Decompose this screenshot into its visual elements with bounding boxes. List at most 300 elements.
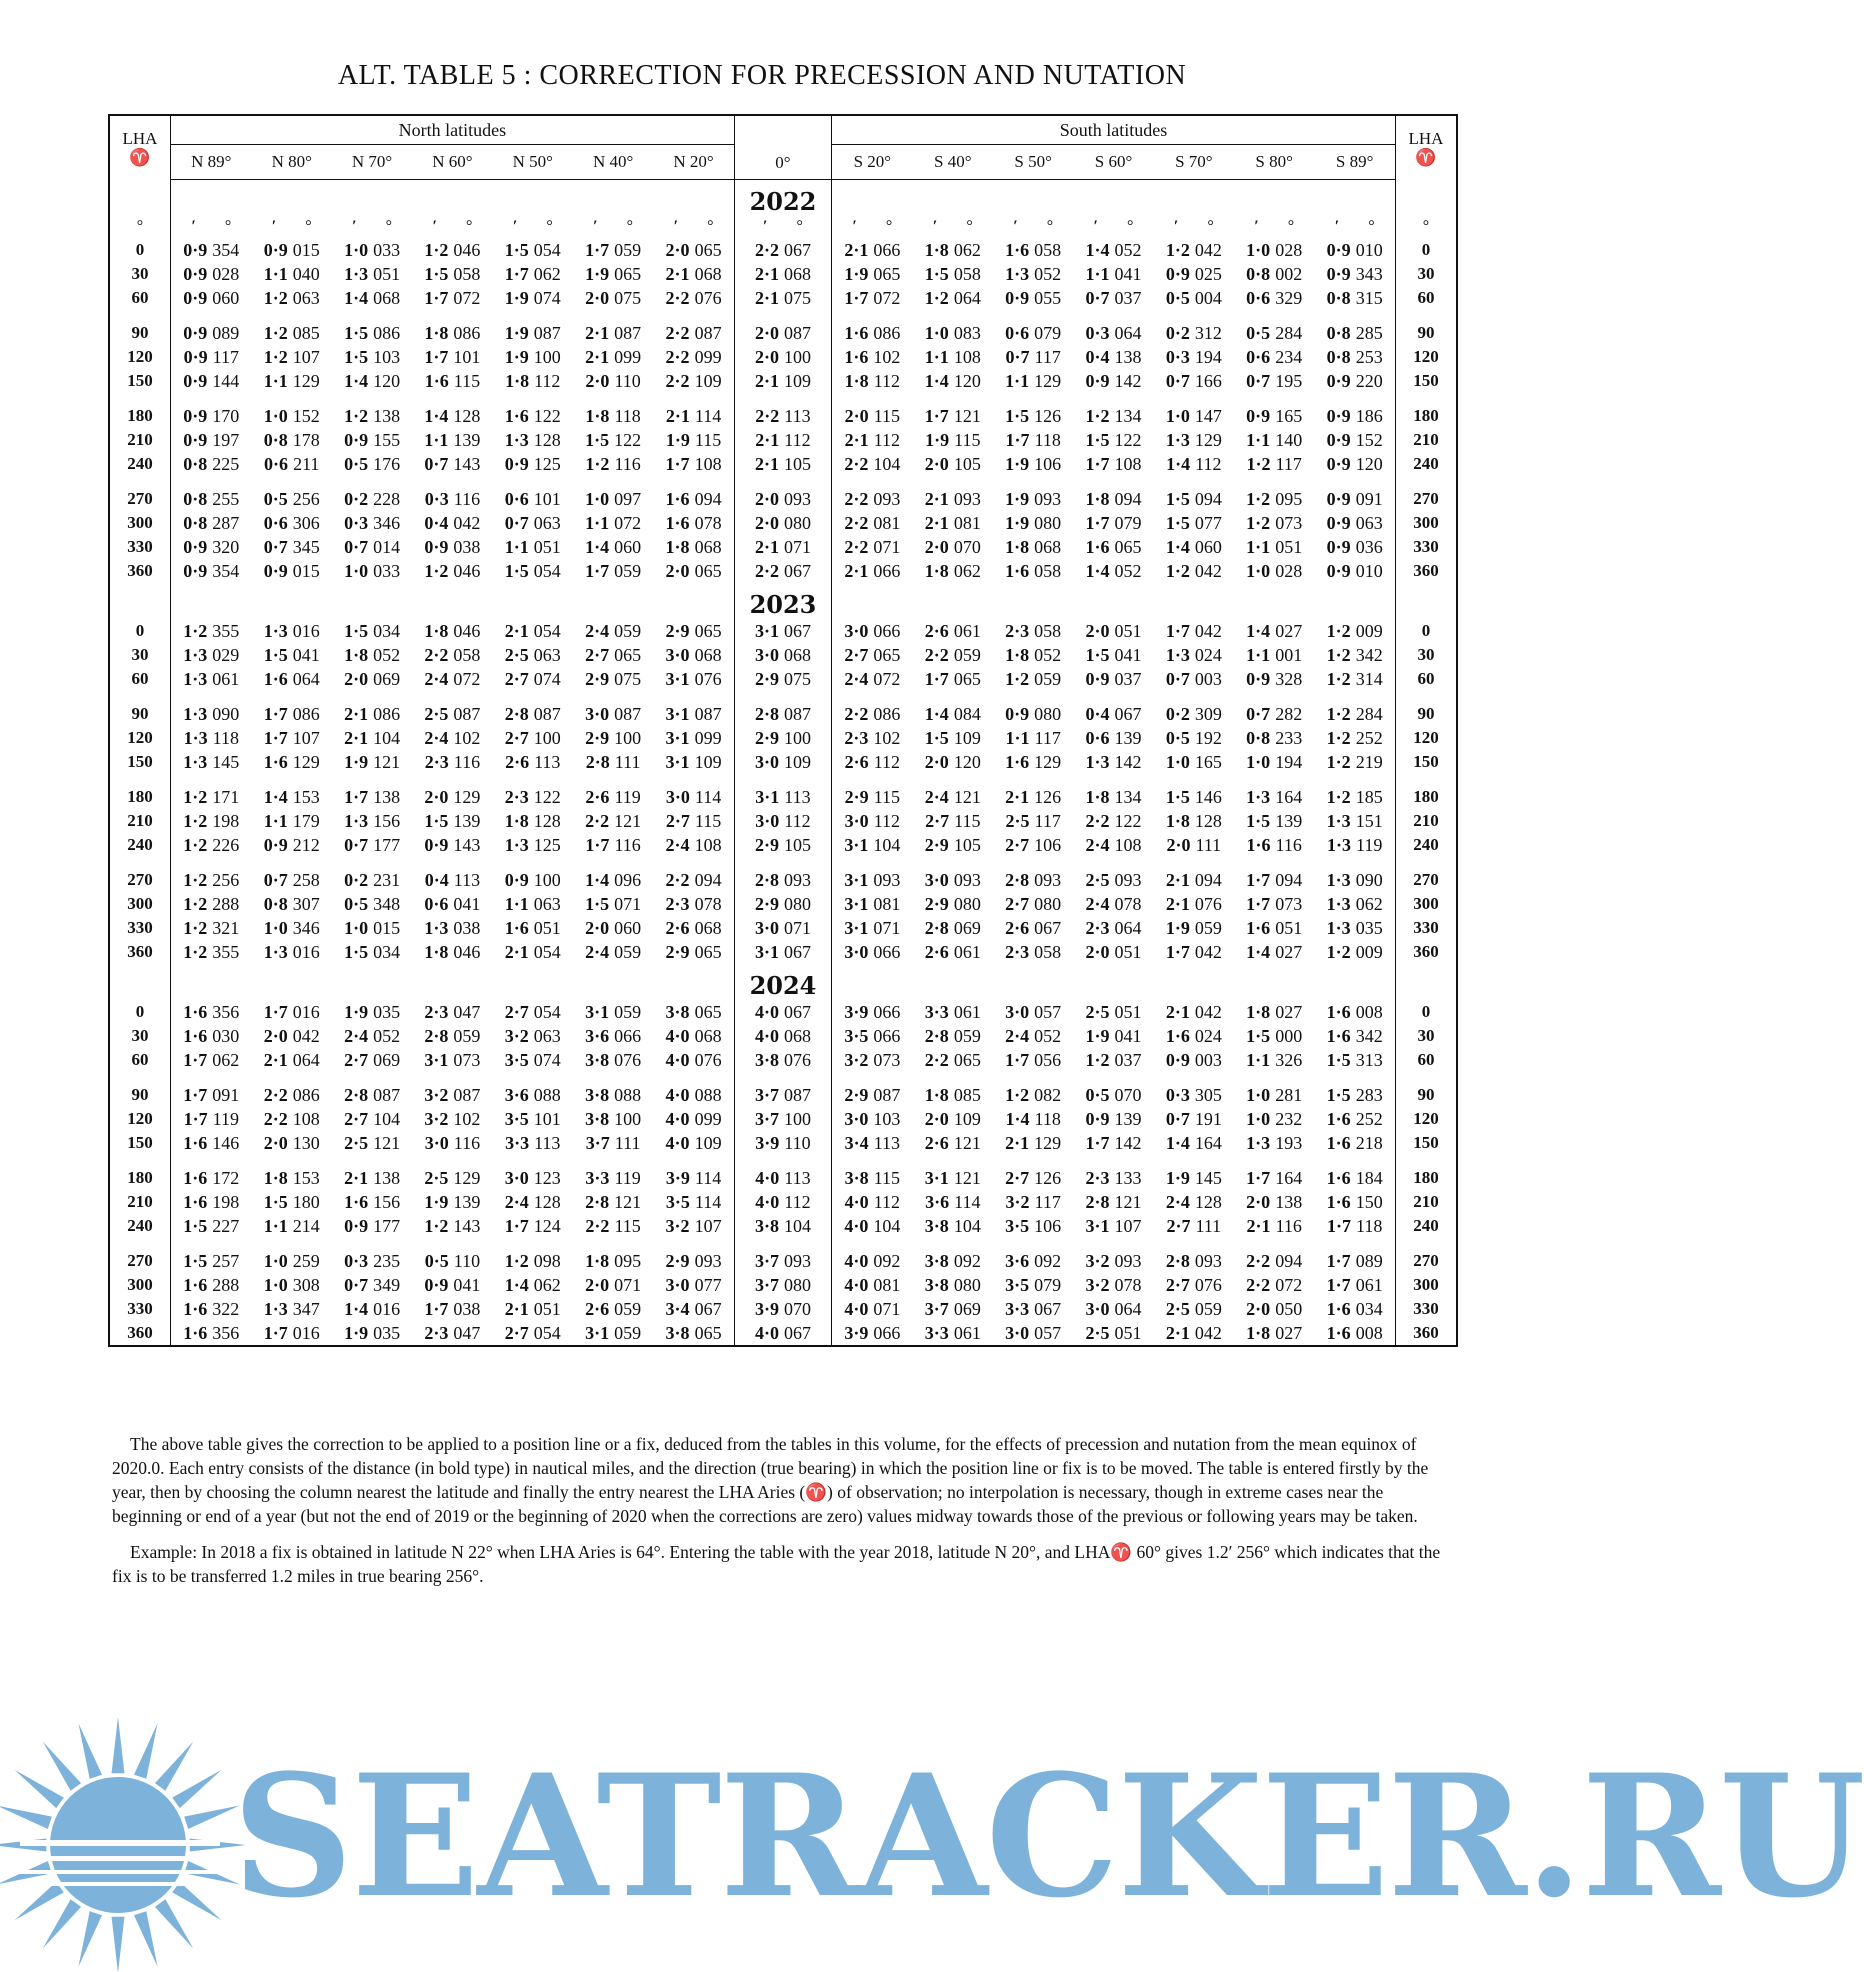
correction-cell <box>412 1131 492 1155</box>
bearing-value: 143 <box>453 834 481 855</box>
lha-header-label: LHA <box>1408 128 1444 148</box>
bearing-value: 178 <box>292 429 320 450</box>
correction-cell <box>1154 452 1234 476</box>
distance-value: 2·7 <box>925 810 950 831</box>
distance-value: 1·3 <box>1246 1132 1271 1153</box>
distance-value: 1·4 <box>263 786 288 807</box>
gap-cell <box>109 1155 171 1166</box>
bearing-value: 085 <box>953 1084 981 1105</box>
gap-cell <box>573 691 653 702</box>
bearing-value: 028 <box>212 263 240 284</box>
bearing-value: 008 <box>1355 1322 1383 1343</box>
correction-cell <box>332 404 412 428</box>
distance-value: 0·6 <box>504 488 529 509</box>
distance-value: 2·4 <box>344 1025 369 1046</box>
bearing-value: 051 <box>533 917 561 938</box>
gap-cell <box>1073 1238 1153 1249</box>
correction-cell <box>832 238 913 262</box>
bearing-value: 061 <box>953 620 981 641</box>
correction-cell <box>832 535 913 559</box>
correction-cell <box>653 238 734 262</box>
correction-cell <box>653 345 734 369</box>
correction-cell <box>653 1297 734 1321</box>
correction-cell <box>653 619 734 643</box>
spacer <box>493 964 573 1000</box>
unit-bearing: ° <box>966 218 973 235</box>
correction-cell <box>913 345 993 369</box>
distance-value: 1·5 <box>924 263 949 284</box>
correction-cell <box>1314 1048 1395 1072</box>
distance-value: 1·2 <box>183 941 208 962</box>
distance-value: 1·5 <box>344 620 369 641</box>
bearing-value: 117 <box>1275 453 1302 474</box>
correction-cell <box>573 404 653 428</box>
correction-cell <box>653 535 734 559</box>
distance-value: 0·9 <box>1085 668 1110 689</box>
correction-cell <box>332 262 412 286</box>
correction-cell <box>332 726 412 750</box>
unit-bearing: ° <box>546 218 553 235</box>
bearing-value: 059 <box>614 620 642 641</box>
correction-cell <box>734 345 831 369</box>
bearing-value: 087 <box>783 703 811 724</box>
correction-cell <box>573 619 653 643</box>
bearing-value: 118 <box>1034 1108 1061 1129</box>
lha-value: 330 <box>109 916 171 940</box>
bearing-value: 065 <box>694 941 722 962</box>
correction-cell <box>493 1214 573 1238</box>
bearing-value: 103 <box>373 346 401 367</box>
bearing-value: 073 <box>453 1049 481 1070</box>
table-row <box>109 262 1457 286</box>
correction-cell <box>573 1107 653 1131</box>
distance-value: 2·8 <box>585 751 610 772</box>
distance-value: 3·4 <box>665 1298 690 1319</box>
bearing-value: 129 <box>1034 751 1062 772</box>
bearing-value: 076 <box>614 1049 642 1070</box>
unit-cell <box>734 216 831 238</box>
distance-value: 1·9 <box>1165 1167 1190 1188</box>
correction-cell <box>493 428 573 452</box>
distance-value: 2·2 <box>924 1049 949 1070</box>
distance-value: 0·9 <box>424 1274 449 1295</box>
unit-cell <box>1314 216 1395 238</box>
bearing-value: 092 <box>1034 1250 1062 1271</box>
bearing-value: 256 <box>212 869 240 890</box>
gap-cell <box>734 476 831 487</box>
bearing-value: 112 <box>784 810 811 831</box>
lha-spacer <box>1396 583 1458 619</box>
correction-cell <box>1234 428 1314 452</box>
gap-cell <box>1314 691 1395 702</box>
correction-cell <box>573 1048 653 1072</box>
bearing-value: 038 <box>453 1298 481 1319</box>
gap-cell <box>252 1155 332 1166</box>
correction-cell <box>734 619 831 643</box>
bearing-value: 065 <box>614 263 642 284</box>
bearing-value: 145 <box>1194 1167 1222 1188</box>
distance-value: 2·7 <box>344 1049 369 1070</box>
distance-value: 2·9 <box>585 727 610 748</box>
bearing-value: 104 <box>873 834 901 855</box>
correction-cell <box>913 1297 993 1321</box>
sun-ray <box>112 1717 125 1773</box>
correction-cell <box>412 1048 492 1072</box>
distance-value: 3·9 <box>665 1167 690 1188</box>
distance-value: 2·8 <box>1005 869 1030 890</box>
correction-cell <box>171 286 252 310</box>
correction-cell <box>1234 940 1314 964</box>
distance-value: 2·0 <box>924 751 949 772</box>
bearing-value: 065 <box>614 644 642 665</box>
bearing-value: 060 <box>614 917 642 938</box>
correction-cell <box>252 369 332 393</box>
correction-cell <box>1314 750 1395 774</box>
bearing-value: 057 <box>1034 1001 1062 1022</box>
bearing-value: 068 <box>694 1025 722 1046</box>
bearing-value: 112 <box>873 1191 901 1212</box>
distance-value: 1·6 <box>424 370 449 391</box>
bearing-value: 059 <box>953 1025 981 1046</box>
bearing-value: 140 <box>1275 429 1303 450</box>
distance-value: 2·4 <box>585 941 610 962</box>
bearing-value: 107 <box>292 346 320 367</box>
distance-value: 1·9 <box>844 263 869 284</box>
correction-cell <box>332 559 412 583</box>
distance-value: 3·1 <box>844 893 869 914</box>
correction-cell <box>1073 726 1153 750</box>
correction-cell <box>1154 643 1234 667</box>
correction-cell <box>332 892 412 916</box>
distance-value: 2·7 <box>665 810 690 831</box>
correction-cell <box>832 286 913 310</box>
bearing-value: 060 <box>614 536 642 557</box>
gap-cell <box>832 1155 913 1166</box>
bearing-value: 288 <box>212 1274 240 1295</box>
correction-cell <box>913 1024 993 1048</box>
bearing-value: 059 <box>614 1001 642 1022</box>
correction-cell <box>993 369 1073 393</box>
distance-value: 3·9 <box>755 1132 780 1153</box>
distance-value: 2·2 <box>844 703 869 724</box>
correction-cell <box>993 892 1073 916</box>
correction-table <box>108 114 1458 1347</box>
bearing-value: 128 <box>1194 810 1222 831</box>
correction-cell <box>171 404 252 428</box>
lha-value: 210 <box>1413 1192 1439 1211</box>
distance-value: 2·8 <box>754 703 779 724</box>
distance-value: 1·7 <box>924 668 949 689</box>
correction-cell <box>573 321 653 345</box>
sun-ray <box>134 1911 158 1967</box>
correction-cell <box>573 345 653 369</box>
distance-value: 1·3 <box>263 620 288 641</box>
distance-value: 1·2 <box>1326 703 1351 724</box>
correction-cell <box>332 1107 412 1131</box>
distance-value: 0·6 <box>1246 287 1271 308</box>
correction-cell <box>734 785 831 809</box>
correction-cell <box>171 833 252 857</box>
unit-distance: ′ <box>763 218 768 235</box>
bearing-value: 067 <box>783 560 811 581</box>
distance-value: 0·7 <box>344 834 369 855</box>
bearing-value: 093 <box>953 488 981 509</box>
correction-cell <box>913 1249 993 1273</box>
gap-cell <box>573 774 653 785</box>
correction-cell <box>412 833 492 857</box>
distance-value: 3·1 <box>844 869 869 890</box>
distance-value: 1·5 <box>924 727 949 748</box>
distance-value: 1·9 <box>344 1001 369 1022</box>
distance-value: 0·9 <box>504 869 529 890</box>
distance-value: 1·8 <box>924 560 949 581</box>
bearing-value: 143 <box>453 453 481 474</box>
distance-value: 1·9 <box>1005 512 1030 533</box>
correction-cell <box>1154 785 1234 809</box>
distance-value: 3·0 <box>754 917 779 938</box>
gap-cell <box>1396 393 1458 404</box>
bearing-value: 107 <box>292 727 320 748</box>
correction-cell <box>1234 785 1314 809</box>
year-label: 2024 <box>734 964 831 1000</box>
bearing-value: 069 <box>953 917 981 938</box>
correction-cell <box>1154 726 1234 750</box>
bearing-value: 119 <box>614 1167 641 1188</box>
bearing-value: 078 <box>694 512 722 533</box>
distance-value: 2·6 <box>924 941 949 962</box>
bearing-value: 082 <box>1034 1084 1062 1105</box>
bearing-value: 134 <box>1114 786 1142 807</box>
bearing-value: 087 <box>783 1084 811 1105</box>
correction-cell <box>1154 1083 1234 1107</box>
distance-value: 2·3 <box>424 1001 449 1022</box>
correction-cell <box>573 535 653 559</box>
correction-cell <box>1314 1190 1395 1214</box>
bearing-value: 104 <box>873 453 901 474</box>
bearing-value: 100 <box>783 346 811 367</box>
correction-cell <box>493 1131 573 1155</box>
bearing-value: 074 <box>533 668 561 689</box>
unit-distance: ′ <box>673 218 679 235</box>
correction-cell <box>734 750 831 774</box>
correction-cell <box>734 535 831 559</box>
gap-cell <box>332 310 412 321</box>
distance-value: 2·7 <box>344 1108 369 1129</box>
correction-cell <box>993 1000 1073 1024</box>
bearing-value: 080 <box>783 893 811 914</box>
distance-value: 2·8 <box>344 1084 369 1105</box>
correction-cell <box>573 726 653 750</box>
correction-cell <box>332 667 412 691</box>
gap-cell <box>1396 857 1458 868</box>
gap-cell <box>332 691 412 702</box>
distance-value: 3·1 <box>754 620 779 641</box>
lha-value: 60 <box>1417 288 1435 307</box>
lha-value: 150 <box>109 750 171 774</box>
bearing-value: 076 <box>1194 1274 1222 1295</box>
table-row <box>109 511 1457 535</box>
bearing-value: 193 <box>1275 1132 1303 1153</box>
bearing-value: 041 <box>1114 263 1142 284</box>
correction-cell <box>332 535 412 559</box>
bearing-value: 105 <box>953 453 981 474</box>
correction-cell <box>913 1048 993 1072</box>
correction-cell <box>832 1024 913 1048</box>
gap-cell <box>412 310 492 321</box>
bearing-value: 041 <box>1114 644 1142 665</box>
bearing-value: 100 <box>783 727 811 748</box>
gap-cell <box>493 1072 573 1083</box>
correction-cell <box>1234 833 1314 857</box>
gap-cell <box>252 1072 332 1083</box>
bearing-value: 343 <box>1355 263 1383 284</box>
correction-cell <box>913 750 993 774</box>
gap-cell <box>109 1238 171 1249</box>
bearing-value: 112 <box>534 370 561 391</box>
bearing-value: 147 <box>1194 405 1222 426</box>
correction-cell <box>734 1048 831 1072</box>
bearing-value: 197 <box>212 429 240 450</box>
gap-cell <box>832 310 913 321</box>
correction-cell <box>171 702 252 726</box>
table-row <box>109 1131 1457 1155</box>
distance-value: 3·0 <box>1005 1322 1030 1343</box>
gap-cell <box>993 393 1073 404</box>
distance-value: 1·6 <box>1165 1025 1190 1046</box>
gap-cell <box>1314 476 1395 487</box>
distance-value: 2·4 <box>665 834 690 855</box>
distance-value: 1·0 <box>263 405 288 426</box>
unit-cell <box>913 216 993 238</box>
col-header-south: S 70° <box>1154 145 1234 180</box>
correction-cell <box>1073 1297 1153 1321</box>
table-row <box>109 428 1457 452</box>
bearing-value: 284 <box>1275 322 1303 343</box>
distance-value: 1·6 <box>844 322 869 343</box>
distance-value: 1·7 <box>424 346 449 367</box>
bearing-value: 042 <box>1194 560 1222 581</box>
distance-value: 1·3 <box>1326 869 1351 890</box>
bearing-value: 090 <box>1355 869 1383 890</box>
lha-value: 300 <box>1413 1275 1439 1294</box>
bearing-value: 320 <box>212 536 240 557</box>
distance-value: 1·3 <box>1326 893 1351 914</box>
bearing-value: 346 <box>373 512 401 533</box>
bearing-value: 099 <box>694 1108 722 1129</box>
bearing-value: 025 <box>1194 263 1222 284</box>
bearing-value: 051 <box>1275 536 1303 557</box>
unit-bearing: ° <box>1287 218 1295 235</box>
bearing-value: 120 <box>953 751 981 772</box>
distance-value: 1·6 <box>344 1191 369 1212</box>
bearing-value: 257 <box>212 1250 240 1271</box>
bearing-value: 144 <box>212 370 240 391</box>
correction-cell <box>332 1166 412 1190</box>
correction-cell <box>734 1083 831 1107</box>
correction-cell <box>993 262 1073 286</box>
correction-cell <box>832 750 913 774</box>
bearing-value: 110 <box>784 1132 811 1153</box>
distance-value: 1·4 <box>344 370 369 391</box>
distance-value: 3·8 <box>754 1049 779 1070</box>
gap-cell <box>171 691 252 702</box>
distance-value: 0·8 <box>1246 263 1271 284</box>
correction-cell <box>734 1107 831 1131</box>
bearing-value: 116 <box>453 488 481 509</box>
correction-cell <box>252 868 332 892</box>
distance-value: 1·6 <box>183 1001 208 1022</box>
distance-value: 1·0 <box>924 322 949 343</box>
correction-cell <box>493 1107 573 1131</box>
bearing-value: 105 <box>953 834 981 855</box>
bearing-value: 068 <box>694 917 722 938</box>
bearing-value: 321 <box>212 917 240 938</box>
lha-value: 240 <box>1413 835 1439 854</box>
correction-cell <box>1073 785 1153 809</box>
bearing-value: 116 <box>614 453 641 474</box>
distance-value: 3·5 <box>1005 1274 1030 1295</box>
bearing-value: 016 <box>292 1322 320 1343</box>
spacer <box>993 180 1073 217</box>
correction-cell <box>171 916 252 940</box>
distance-value: 1·7 <box>1327 1215 1352 1236</box>
row-group-gap <box>109 393 1457 404</box>
distance-value: 1·6 <box>1085 536 1110 557</box>
bearing-value: 080 <box>1034 703 1062 724</box>
distance-value: 1·1 <box>424 429 449 450</box>
correction-cell <box>412 916 492 940</box>
gap-cell <box>412 1155 492 1166</box>
bearing-value: 166 <box>1194 370 1222 391</box>
bearing-value: 129 <box>453 1167 481 1188</box>
bearing-value: 046 <box>453 560 481 581</box>
bearing-value: 052 <box>1114 239 1142 260</box>
distance-value: 1·9 <box>504 346 529 367</box>
bearing-value: 119 <box>212 1108 239 1129</box>
unit-distance: ′ <box>191 218 196 235</box>
bearing-value: 068 <box>694 644 722 665</box>
lha-value: 30 <box>1417 264 1435 283</box>
distance-value: 4·0 <box>665 1049 690 1070</box>
distance-value: 1·2 <box>344 405 369 426</box>
correction-cell <box>1073 619 1153 643</box>
correction-cell <box>653 916 734 940</box>
gap-cell <box>493 774 573 785</box>
distance-value: 1·8 <box>1005 644 1030 665</box>
distance-value: 2·0 <box>424 786 449 807</box>
sun-ray <box>172 1882 221 1920</box>
correction-cell <box>332 1048 412 1072</box>
distance-value: 1·5 <box>263 644 288 665</box>
table-row <box>109 833 1457 857</box>
distance-value: 2·2 <box>585 1215 610 1236</box>
correction-cell <box>171 619 252 643</box>
distance-value: 1·2 <box>1165 239 1190 260</box>
correction-cell <box>1154 487 1234 511</box>
distance-value: 2·6 <box>585 1298 610 1319</box>
distance-value: 2·2 <box>585 810 610 831</box>
correction-cell <box>412 1214 492 1238</box>
correction-cell <box>573 643 653 667</box>
bearing-value: 108 <box>953 346 981 367</box>
bearing-value: 214 <box>292 1215 320 1236</box>
bearing-value: 075 <box>614 287 642 308</box>
distance-value: 0·9 <box>1085 1108 1110 1129</box>
spacer <box>1073 583 1153 619</box>
gap-cell <box>109 1072 171 1083</box>
distance-value: 1·6 <box>1326 1001 1351 1022</box>
correction-cell <box>913 559 993 583</box>
